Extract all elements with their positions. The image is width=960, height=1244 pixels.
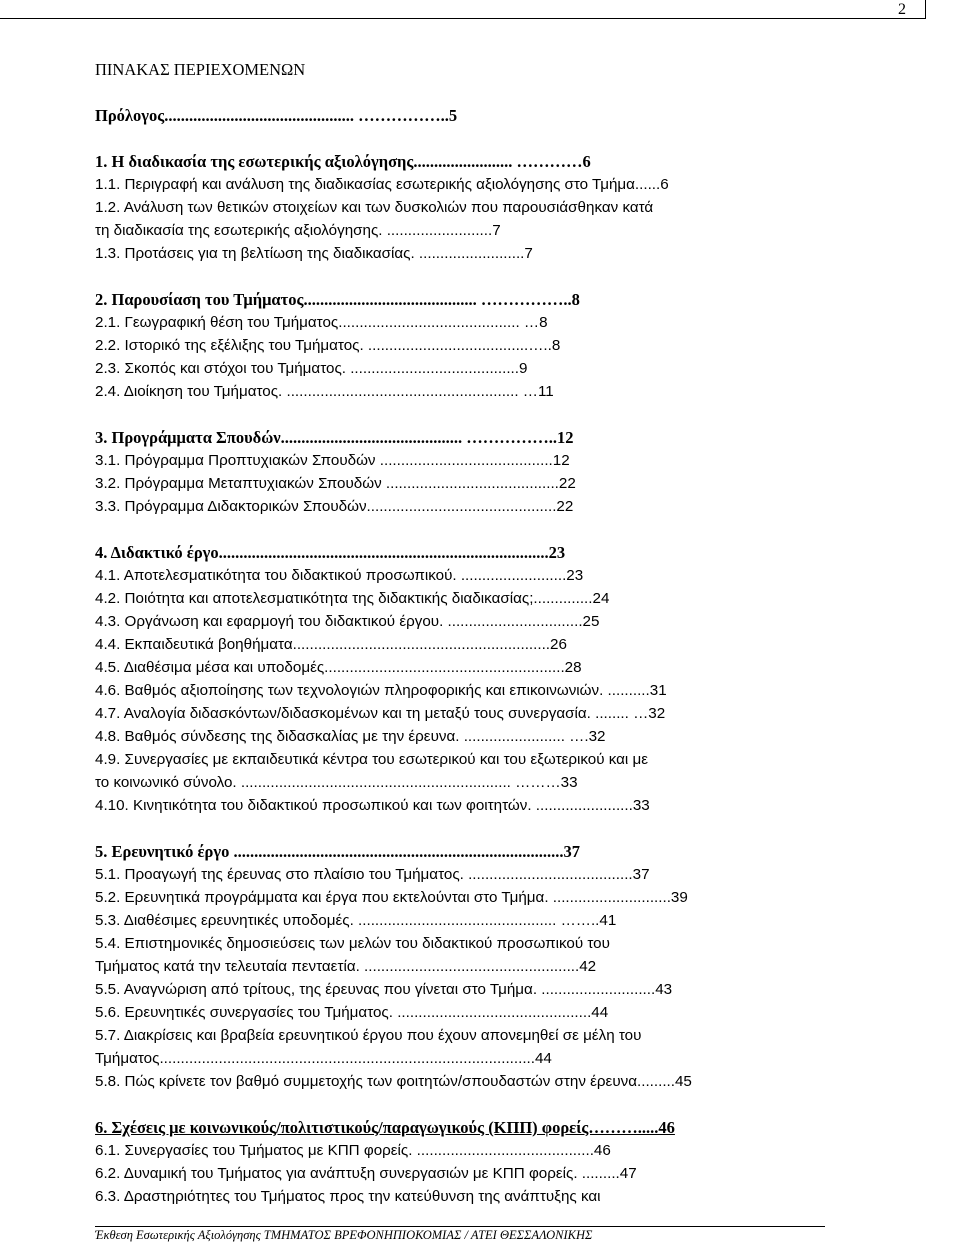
toc-entry-3-3: 3.3. Πρόγραμμα Διδακτορικών Σπουδών.............................................22: [95, 498, 574, 515]
toc-section-5: 5. Ερευνητικό έργο ................................................................................37: [95, 842, 580, 861]
toc-entry-5-4: 5.4. Επιστημονικές δημοσιεύσεις των μελών του διδακτικού προσωπικού του: [95, 935, 610, 952]
toc-entry-2-3: 2.3. Σκοπός και στόχοι του Τμήματος. ........................................9: [95, 360, 528, 377]
toc-entry-5-3: 5.3. Διαθέσιμες ερευνητικές υποδομές. ............................................... ……..41: [95, 912, 617, 929]
toc-entry-2-2: 2.2. Ιστορικό της εξέλιξης του Τμήματος. ......................................…..8: [95, 337, 561, 354]
header-rule: [0, 18, 925, 19]
toc-entry-3-2: 3.2. Πρόγραμμα Μεταπτυχιακών Σπουδών .........................................22: [95, 475, 576, 492]
toc-entry-4-9: 4.9. Συνεργασίες με εκπαιδευτικά κέντρα του εσωτερικού και του εξωτερικού και με: [95, 751, 649, 768]
toc-entry-4-6: 4.6. Βαθμός αξιοποίησης των τεχνολογιών πληροφορικής και επικοινωνιών. ..........31: [95, 682, 667, 699]
toc-entry-5-8: 5.8. Πώς κρίνετε τον βαθμό συμμετοχής των φοιτητών/σπουδαστών στην έρευνα.........45: [95, 1073, 692, 1090]
toc-entry-5-6: 5.6. Ερευνητικές συνεργασίες του Τμήματος. ..............................................44: [95, 1004, 609, 1021]
toc-entry-2-1: 2.1. Γεωγραφική θέση του Τμήματος........................................... …8: [95, 314, 548, 331]
toc-entry-1-2: 1.2. Ανάλυση των θετικών στοιχείων και των δυσκολιών που παρουσιάσθηκαν κατά: [95, 199, 654, 216]
toc-entry-4-8: 4.8. Βαθμός σύνδεσης της διδασκαλίας με την έρευνα. ........................ ….32: [95, 728, 606, 745]
toc-entry-5-1: 5.1. Προαγωγή της έρευνας στο πλαίσιο του Τμήματος. .......................................37: [95, 866, 650, 883]
toc-entry-6-3: 6.3. Δραστηριότητες του Τμήματος προς την κατεύθυνση της ανάπτυξης και: [95, 1188, 601, 1205]
toc-section-4: 4. Διδακτικό έργο................................................................................23: [95, 543, 566, 562]
toc-entry-4-9-cont: το κοινωνικό σύνολο. ................................................................ ………33: [95, 774, 578, 791]
toc-entry-4-5: 4.5. Διαθέσιμα μέσα και υποδομές.........................................................28: [95, 659, 582, 676]
toc-section-2: 2. Παρουσίαση του Τμήματος.......................................... ……………..8: [95, 290, 580, 309]
toc-section-3: 3. Προγράμματα Σπουδών............................................ ……………..12: [95, 428, 574, 447]
toc-entry-4-3: 4.3. Οργάνωση και εφαρμογή του διδακτικού έργου. ................................25: [95, 613, 600, 630]
toc-entry-1-3: 1.3. Προτάσεις για τη βελτίωση της διαδικασίας. .........................7: [95, 245, 533, 262]
page-number: 2: [898, 1, 906, 18]
toc-entry-1-1: 1.1. Περιγραφή και ανάλυση της διαδικασίας εσωτερικής αξιολόγησης στο Τμήμα......6: [95, 176, 669, 193]
toc-entry-4-1: 4.1. Αποτελεσματικότητα του διδακτικού προσωπικού. .........................23: [95, 567, 584, 584]
footer-rule: [95, 1226, 825, 1227]
toc-entry-5-4-cont: Τμήματος κατά την τελευταία πενταετία. ...................................................42: [95, 958, 597, 975]
toc-title: ΠΙΝΑΚΑΣ ΠΕΡΙΕΧΟΜΕΝΩΝ: [95, 60, 306, 79]
toc-entry-6-2: 6.2. Δυναμική του Τμήματος για ανάπτυξη συνεργασιών με ΚΠΠ φορείς. .........47: [95, 1165, 637, 1182]
toc-section-1: 1. Η διαδικασία της εσωτερικής αξιολόγησης........................ …………6: [95, 152, 591, 171]
page-footer: Έκθεση Εσωτερικής Αξιολόγησης ΤΜΗΜΑΤΟΣ ΒΡΕΦΟΝΗΠΙΟΚΟΜΙΑΣ / ΑΤΕΙ ΘΕΣΣΑΛΟΝΙΚΗΣ: [95, 1228, 593, 1242]
toc-entry-5-7-cont: Τμήματος.........................................................................................44: [95, 1050, 552, 1067]
toc-entry-3-1: 3.1. Πρόγραμμα Προπτυχιακών Σπουδών .........................................12: [95, 452, 570, 469]
toc-entry-1-2-cont: τη διαδικασία της εσωτερικής αξιολόγησης. .........................7: [95, 222, 501, 239]
toc-entry-4-2: 4.2. Ποιότητα και αποτελεσματικότητα της διδακτικής διαδικασίας;..............24: [95, 590, 610, 607]
toc-entry-4-7: 4.7. Αναλογία διδασκόντων/διδασκομένων και τη μεταξύ τους συνεργασία. ........ …32: [95, 705, 666, 722]
toc-section-6: 6. Σχέσεις με κοινωνικούς/πολιτιστικούς/παραγωγικούς (ΚΠΠ) φορείς……….....46: [95, 1118, 675, 1137]
toc-entry-4-10: 4.10. Κινητικότητα του διδακτικού προσωπικού και των φοιτητών. .......................33: [95, 797, 650, 814]
toc-entry-5-7: 5.7. Διακρίσεις και βραβεία ερευνητικού έργου που έχουν απονεμηθεί σε μέλη του: [95, 1027, 642, 1044]
header-rule-corner: [925, 0, 926, 19]
toc-entry-2-4: 2.4. Διοίκηση του Τμήματος. ....................................................... …11: [95, 383, 554, 400]
toc-entry-prologue: Πρόλογος.............................................. ……………..5: [95, 106, 458, 125]
toc-entry-4-4: 4.4. Εκπαιδευτικά βοηθήματα.............................................................26: [95, 636, 567, 653]
toc-entry-5-5: 5.5. Αναγνώριση από τρίτους, της έρευνας που γίνεται στο Τμήμα. ...........................43: [95, 981, 673, 998]
toc-entry-5-2: 5.2. Ερευνητικά προγράμματα και έργα που εκτελούνται στο Τμήμα. ............................39: [95, 889, 688, 906]
toc-entry-6-1: 6.1. Συνεργασίες του Τμήματος με ΚΠΠ φορείς. ..........................................46: [95, 1142, 611, 1159]
